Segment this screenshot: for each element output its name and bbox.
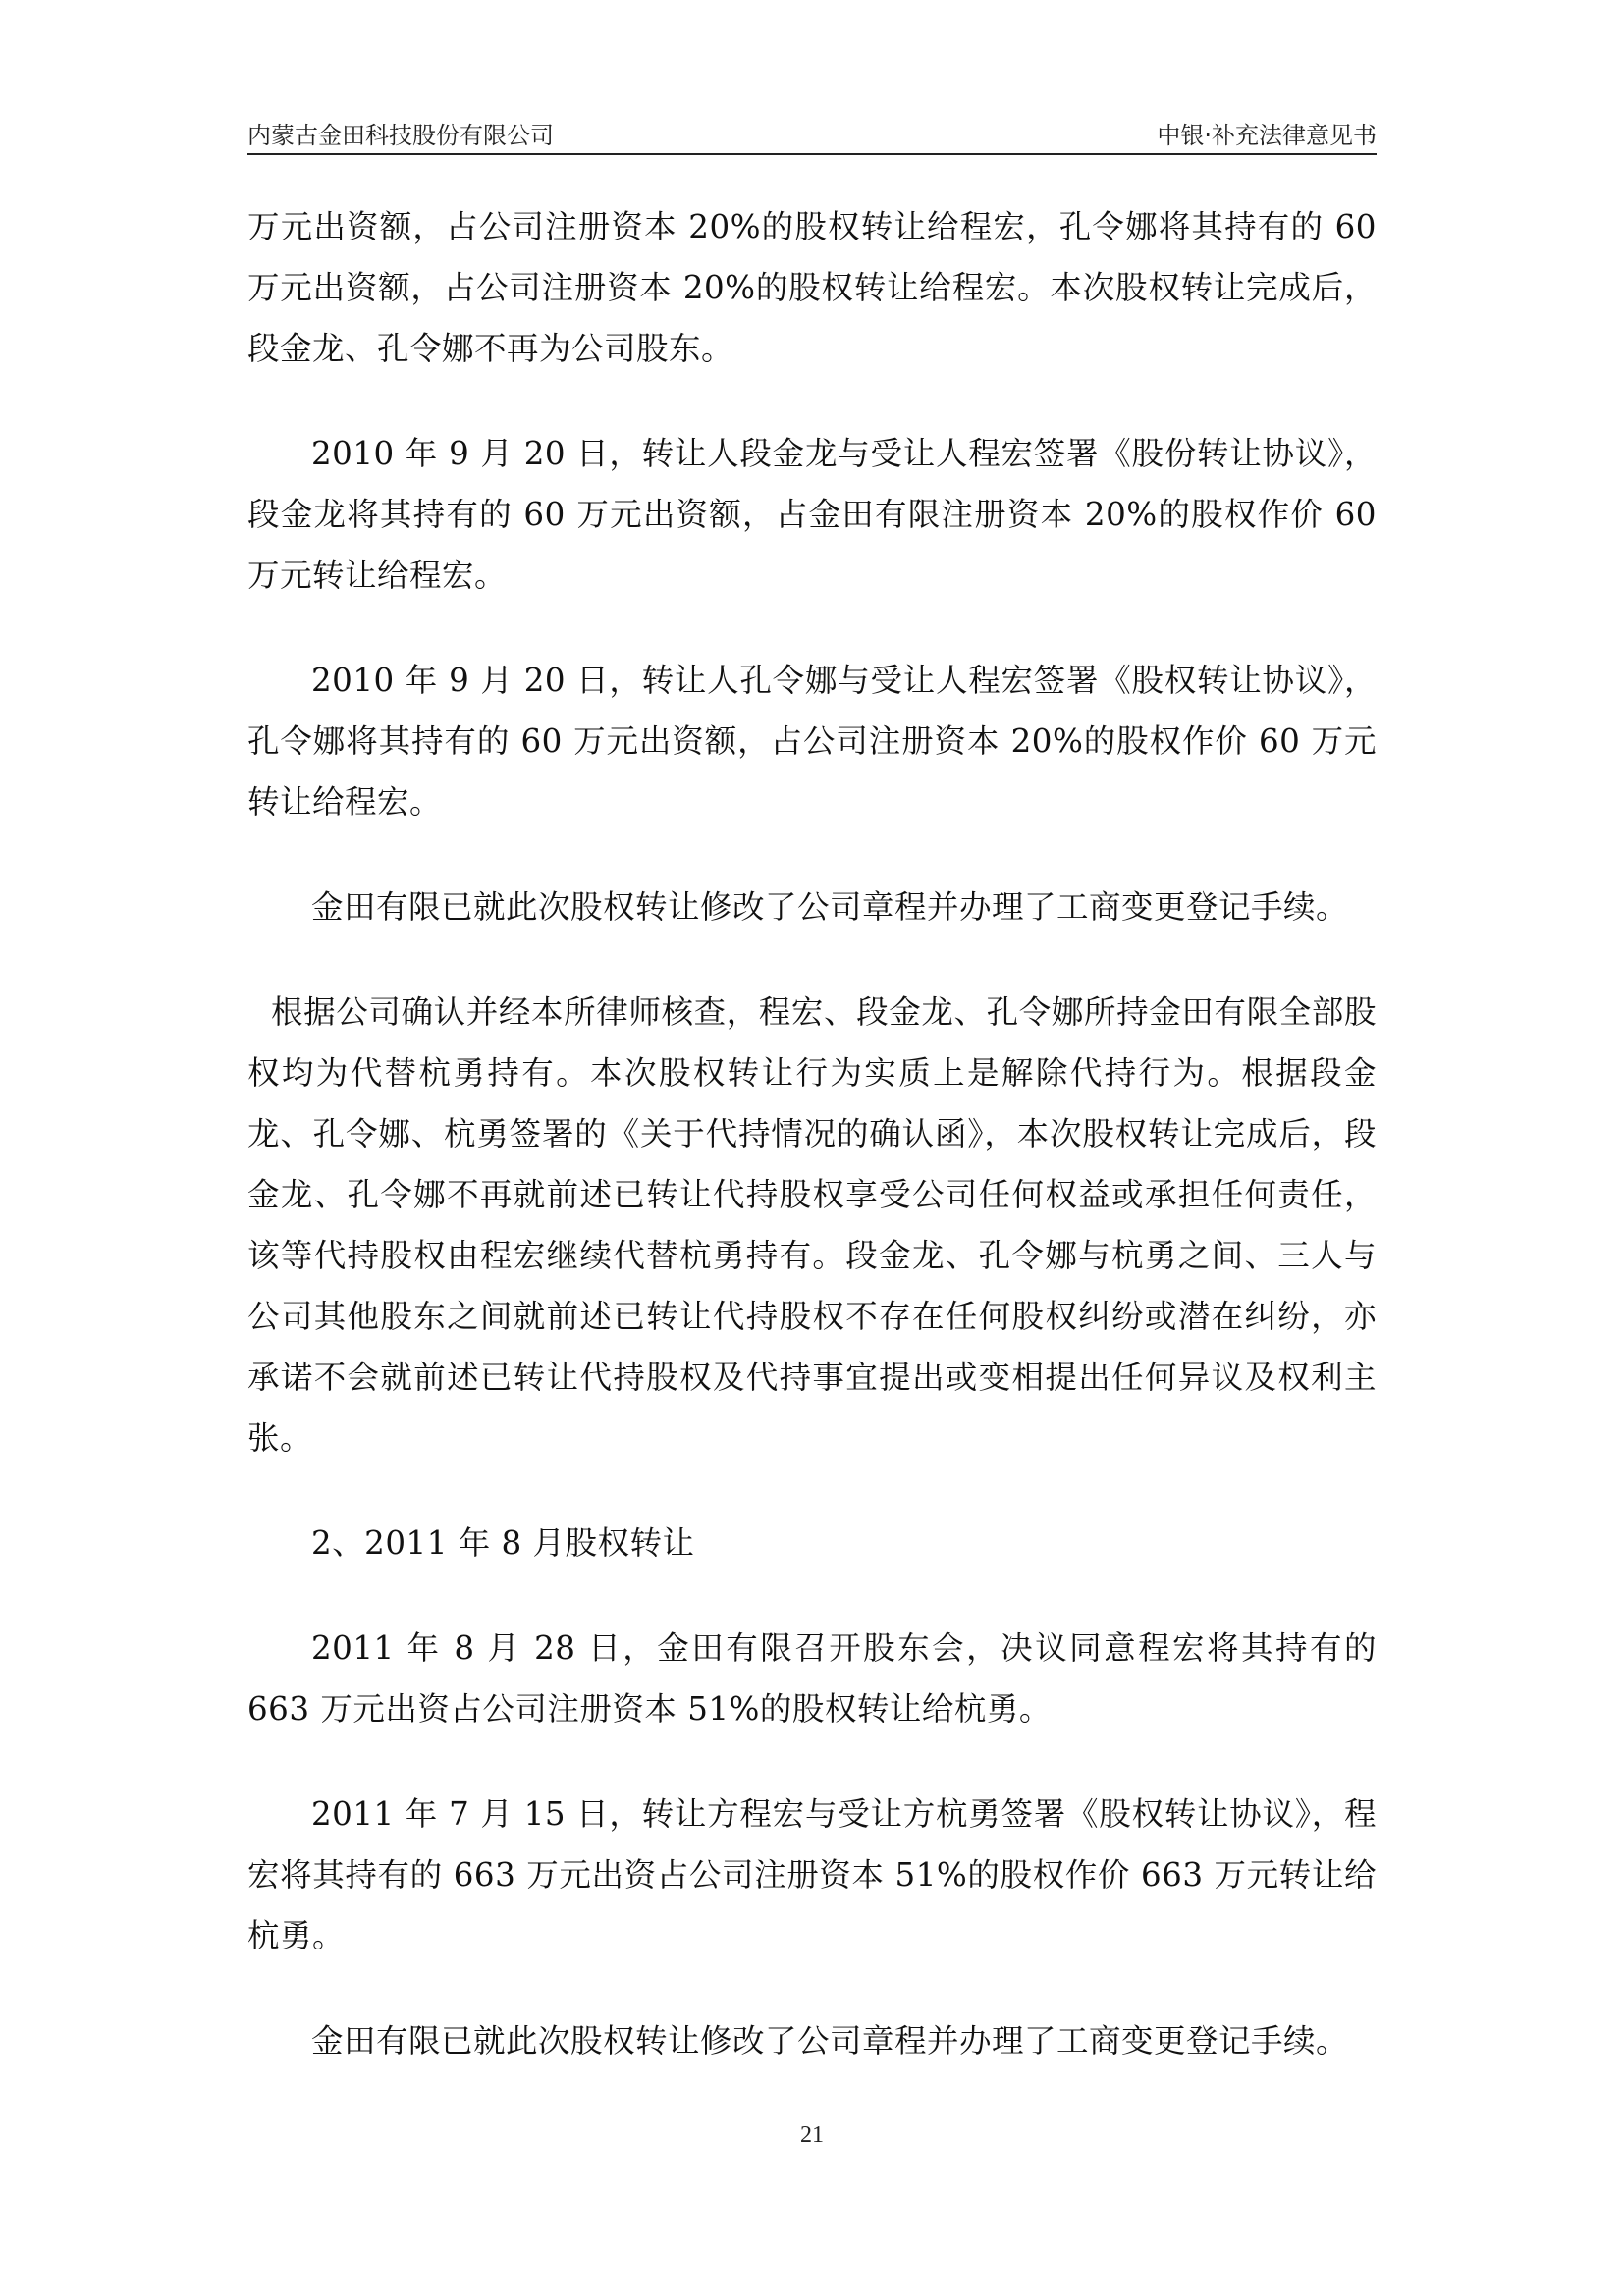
document-body	[247, 196, 1377, 2115]
paragraph-registration-2010: 金田有限已就此次股权转让修改了公司章程并办理了工商变更登记手续。	[311, 888, 1349, 926]
header-company-name: 内蒙古金田科技股份有限公司	[247, 122, 554, 149]
header-document-title: 中银·补充法律意见书	[1157, 122, 1377, 149]
page-header	[247, 110, 1377, 155]
paragraph-nominee-verification: 根据公司确认并经本所律师核查，程宏、段金龙、孔令娜所持金田有限全部股权均为代替杭勇持有。本次股权转让行为实质上是解除代持行为。根据段金龙、孔令娜、杭勇签署的《关于代持情况的确认函》，本次股权转让完成后，段金龙、孔令娜不再就前述已转让代持股权享受公司任何权益或承担任何责任，该等代持股权由程宏继续代替杭勇持有。段金龙、孔令娜与杭勇之间、三人与公司其他股东之间就前述已转让代持股权不存在任何股权纠纷或潜在纠纷，亦承诺不会就前述已转让代持股权及代持事宜提出或变相提出任何异议及权利主张。	[247, 993, 1377, 1457]
section-heading-2011-transfer: 2、2011 年 8 月股权转让	[311, 1524, 695, 1562]
paragraph-registration-2011: 金田有限已就此次股权转让修改了公司章程并办理了工商变更登记手续。	[311, 2022, 1349, 2059]
paragraph-transfer-agreement-2011: 2011 年 7 月 15 日，转让方程宏与受让方杭勇签署《股权转让协议》，程宏将其持有的 663 万元出资占公司注册资本 51%的股权作价 663 万元转让给杭勇。	[247, 1795, 1377, 1954]
paragraph-continuation: 万元出资额，占公司注册资本 20%的股权转让给程宏，孔令娜将其持有的 60 万元出资额，占公司注册资本 20%的股权转让给程宏。本次股权转让完成后，段金龙、孔令娜不再为公司股东。	[247, 208, 1377, 367]
paragraph-duan-transfer-agreement: 2010 年 9 月 20 日，转让人段金龙与受让人程宏签署《股份转让协议》，段金龙将其持有的 60 万元出资额，占金田有限注册资本 20%的股权作价 60 万元转让给程宏。	[247, 435, 1377, 594]
paragraph-shareholder-meeting-2011: 2011 年 8 月 28 日，金田有限召开股东会，决议同意程宏将其持有的 663 万元出资占公司注册资本 51%的股权转让给杭勇。	[247, 1629, 1377, 1728]
page-number: 21	[800, 2122, 824, 2148]
paragraph-kong-transfer-agreement: 2010 年 9 月 20 日，转让人孔令娜与受让人程宏签署《股权转让协议》，孔令娜将其持有的 60 万元出资额，占公司注册资本 20%的股权作价 60 万元转让给程宏。	[247, 662, 1377, 821]
